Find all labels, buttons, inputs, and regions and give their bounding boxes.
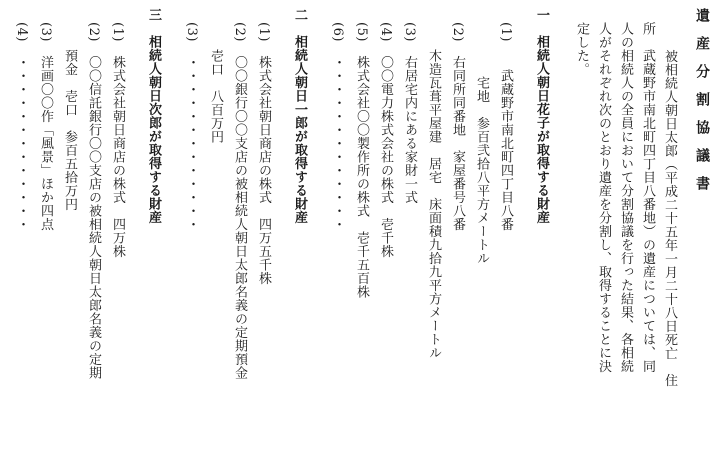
preamble-line: 人の相続人の全員において分割協議を行った結果、各相続 (618, 22, 633, 373)
document-title: 遺産分割協議書 (694, 8, 710, 204)
section-heading: 二 相続人朝日一郎が取得する財産 (292, 8, 307, 224)
section-item: (4) ・・・・・・・・・・・・・ (14, 22, 29, 231)
preamble-line: 所 武蔵野市南北町四丁目八番地）の遺産については、同 (640, 22, 655, 373)
section-item: (3) 洋画〇〇作「風景」ほか四点 (38, 22, 53, 231)
section-item: (5) 株式会社〇〇製作所の株式 壱千五百株 (354, 22, 369, 299)
section-item: 壱口 八百万円 (208, 22, 223, 144)
section-item: (3) 右居宅内にある家財一式 (402, 22, 417, 204)
section-item: (3) ・・・・・・・・・・・・・ (184, 22, 199, 231)
section-item: (1) 株式会社朝日商店の株式 四万五千株 (256, 22, 271, 285)
section-item: 木造瓦葺平屋建 居宅 床面積九拾九平方メートル (426, 22, 441, 360)
preamble-line: 被相続人朝日太郎（平成二十五年一月二十八日死亡 住 (662, 36, 677, 387)
section-item: (2) 〇〇信託銀行〇〇支店の被相続人朝日太郎名義の定期 (86, 22, 101, 380)
section-item: (4) 〇〇電力株式会社の株式 壱千株 (378, 22, 393, 258)
section-item: (1) 株式会社朝日商店の株式 四万株 (110, 22, 125, 258)
preamble-line: 人がそれぞれ次のとおり遺産を分割し、取得することに決 (596, 22, 611, 373)
section-item: (2) 右同所同番地 家屋番号八番 (450, 22, 465, 231)
section-item: (1) 武蔵野市南北町四丁目八番 (498, 22, 513, 231)
preamble-line: 定した。 (574, 22, 589, 76)
section-heading: 三 相続人朝日次郎が取得する財産 (146, 8, 161, 224)
section-heading: 一 相続人朝日花子が取得する財産 (534, 8, 549, 224)
section-item: (6) ・・・・・・・・・・・・・ (330, 22, 345, 231)
section-item: 預金 壱口 参百五拾万円 (62, 22, 77, 211)
section-item: 宅地 参百弐拾八平方メートル (474, 22, 489, 265)
section-item: (2) 〇〇銀行〇〇支店の被相続人朝日太郎名義の定期預金 (232, 22, 247, 380)
